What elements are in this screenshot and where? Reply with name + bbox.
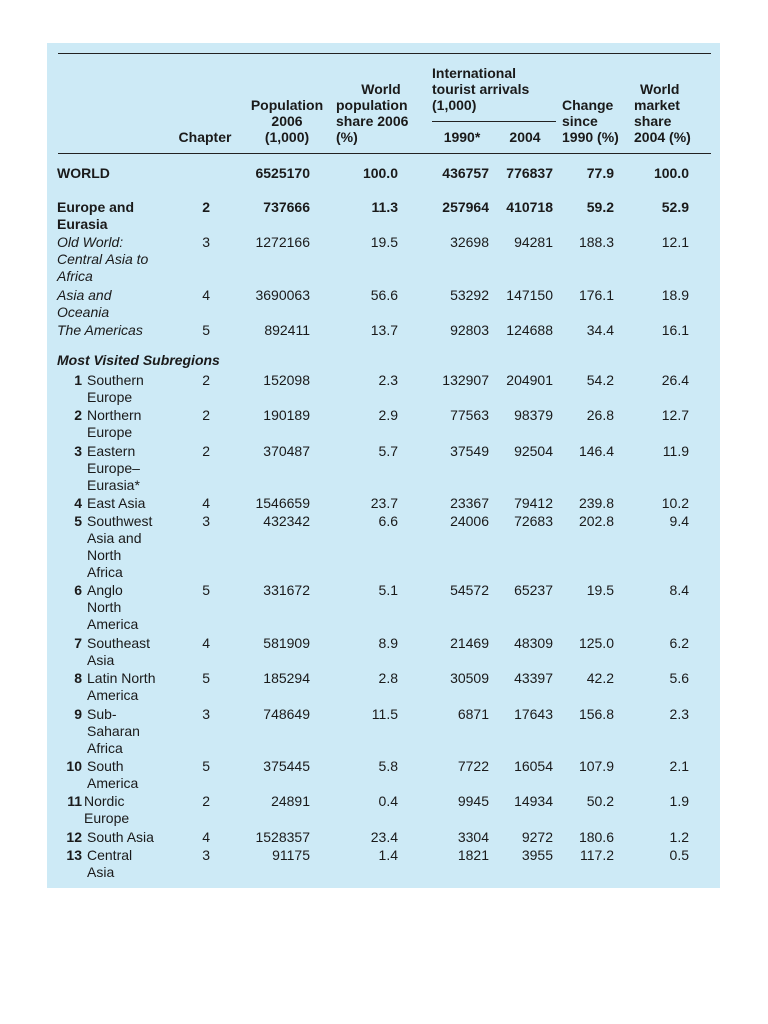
rank: 13 [66,847,82,863]
world-share: 5.7 [378,443,398,459]
market-share: 1.2 [669,829,689,845]
arrivals-1990: 53292 [450,287,489,303]
subregion-name: Sub-Saharan Africa [87,706,140,756]
region-name: Asia and Oceania [57,287,112,320]
population: 91175 [272,847,310,863]
rank: 1 [74,372,82,388]
arrivals-2004: 79412 [514,495,553,511]
subregion-name: South Asia [87,829,154,845]
arrivals-2004: 204901 [506,372,553,388]
subregion-name: Nordic Europe [84,793,130,826]
subregion-name: Southern Europe [87,372,144,405]
world-share: 2.3 [378,372,398,388]
market-share: 10.2 [661,495,689,511]
rank: 12 [66,829,82,845]
arrivals-2004: 98379 [514,407,553,423]
chapter: 5 [202,322,210,338]
population: 892411 [264,322,310,338]
population: 185294 [263,670,310,686]
change: 156.8 [578,706,614,722]
population: 375445 [263,758,310,774]
change: 26.8 [586,407,614,423]
world-share: 5.8 [378,758,398,774]
arrivals-2004: 776837 [506,165,553,181]
world-share: 2.8 [378,670,398,686]
chapter: 2 [202,199,210,215]
header-2004: 2004 [509,129,541,145]
change: 146.4 [578,443,614,459]
market-share: 52.9 [661,199,689,215]
change: 239.8 [578,495,614,511]
change: 50.2 [586,793,614,809]
change: 117.2 [580,847,614,863]
world-share: 2.9 [378,407,398,423]
chapter: 3 [202,847,210,863]
subregion-name: Anglo North America [87,582,139,632]
rank: 11 [67,793,82,809]
market-share: 1.9 [669,793,689,809]
arrivals-subrule [432,121,556,122]
market-share: 0.5 [669,847,689,863]
chapter: 5 [202,582,210,598]
population: 152098 [263,372,310,388]
market-share: 16.1 [661,322,689,338]
world-share: 11.3 [371,199,398,215]
region-name: The Americas [57,322,143,338]
world-share: 19.5 [370,234,398,250]
arrivals-1990: 77563 [450,407,489,423]
header-rule [58,153,711,154]
change: 107.9 [578,758,614,774]
chapter: 3 [202,706,210,722]
arrivals-1990: 54572 [450,582,489,598]
market-share: 2.3 [669,706,689,722]
change: 34.4 [586,322,614,338]
arrivals-1990: 132907 [442,372,489,388]
chapter: 2 [202,443,210,459]
subregion-name: South America [87,758,139,791]
section-title: Most Visited Subregions [57,352,220,368]
subregion-name: East Asia [87,495,146,511]
arrivals-1990: 7722 [457,758,489,774]
population: 331672 [263,582,310,598]
arrivals-1990: 32698 [450,234,489,250]
arrivals-2004: 9272 [521,829,553,845]
arrivals-1990: 9945 [457,793,489,809]
change: 125.0 [578,635,614,651]
arrivals-1990: 24006 [450,513,489,529]
change: 42.2 [586,670,614,686]
arrivals-1990: 30509 [450,670,489,686]
arrivals-1990: 6871 [457,706,489,722]
arrivals-2004: 147150 [506,287,553,303]
world-share: 11.5 [371,706,398,722]
market-share: 5.6 [669,670,689,686]
change: 54.2 [586,372,614,388]
header-population: Population 2006 (1,000) [250,97,324,145]
arrivals-1990: 1821 [457,847,489,863]
change: 202.8 [578,513,614,529]
chapter: 2 [202,407,210,423]
population: 190189 [263,407,310,423]
world-share: 8.9 [378,635,398,651]
arrivals-2004: 410718 [506,199,553,215]
world-share: 23.4 [370,829,398,845]
market-share: 9.4 [669,513,689,529]
subregion-name: Southeast Asia [87,635,151,668]
header-arrivals: International tourist arrivals (1,000) [432,65,530,113]
region-name: Old World: Central Asia to Africa [57,234,149,284]
subregion-name: Central Asia [87,847,133,880]
market-share: 18.9 [661,287,689,303]
chapter: 3 [202,513,210,529]
arrivals-2004: 48309 [514,635,553,651]
change: 180.6 [578,829,614,845]
world-share: 6.6 [378,513,398,529]
population: 432342 [263,513,310,529]
arrivals-1990: 21469 [450,635,489,651]
subregion-name: Latin North America [87,670,156,703]
market-share: 2.1 [669,758,689,774]
rank: 10 [66,758,82,774]
chapter: 2 [202,372,210,388]
arrivals-1990: 23367 [450,495,489,511]
change: 59.2 [586,199,614,215]
world-share: 5.1 [378,582,398,598]
rank: 5 [74,513,82,529]
arrivals-2004: 124688 [506,322,553,338]
change: 188.3 [578,234,614,250]
chapter: 5 [202,670,210,686]
rank: 4 [74,495,82,511]
rank: 2 [74,407,82,423]
arrivals-1990: 37549 [450,443,489,459]
region-name: Europe and Eurasia [57,199,135,232]
arrivals-1990: 257964 [442,199,489,215]
header-change: Change since 1990 (%) [562,97,619,145]
population: 1272166 [255,234,310,250]
population: 3690063 [255,287,310,303]
chapter: 3 [202,234,210,250]
arrivals-1990: 92803 [450,322,489,338]
market-share: 6.2 [669,635,689,651]
chapter: 4 [202,287,210,303]
market-share: 12.7 [661,407,689,423]
rank: 6 [74,582,82,598]
chapter: 4 [202,829,210,845]
population: 737666 [263,199,310,215]
subregion-name: Northern Europe [87,407,142,440]
world-share: 56.6 [370,287,398,303]
arrivals-2004: 16054 [514,758,553,774]
header-world-share: World population share 2006 (%) [336,81,409,145]
population: 748649 [263,706,310,722]
rank: 7 [74,635,82,651]
top-rule [58,53,711,54]
market-share: 100.0 [653,165,689,181]
arrivals-1990: 3304 [457,829,489,845]
chapter: 4 [202,635,210,651]
arrivals-2004: 72683 [514,513,553,529]
arrivals-2004: 3955 [521,847,553,863]
market-share: 26.4 [661,372,689,388]
chapter: 2 [202,793,210,809]
arrivals-1990: 436757 [442,165,489,181]
world-share: 0.4 [378,793,398,809]
population: 581909 [263,635,310,651]
population: 1528357 [255,829,310,845]
arrivals-2004: 92504 [514,443,553,459]
rank: 9 [74,706,82,722]
world-share: 1.4 [378,847,398,863]
subregion-name: Eastern Europe–Eurasia* [87,443,140,493]
population: 370487 [263,443,310,459]
header-1990: 1990* [443,129,481,145]
market-share: 12.1 [661,234,689,250]
change: 19.5 [586,582,614,598]
change: 176.1 [578,287,614,303]
population: 1546659 [255,495,310,511]
arrivals-2004: 65237 [514,582,553,598]
arrivals-2004: 43397 [514,670,553,686]
world-share: 23.7 [370,495,398,511]
chapter: 5 [202,758,210,774]
market-share: 11.9 [662,443,689,459]
world-share: 100.0 [362,165,398,181]
subregion-name: Southwest Asia and North Africa [87,513,153,580]
market-share: 8.4 [669,582,689,598]
header-market: World market share 2004 (%) [634,81,691,145]
rank: 8 [74,670,82,686]
population: 24891 [271,793,310,809]
region-name: WORLD [57,165,110,181]
arrivals-2004: 17643 [514,706,553,722]
chapter: 4 [202,495,210,511]
arrivals-2004: 14934 [514,793,553,809]
change: 77.9 [586,165,614,181]
arrivals-2004: 94281 [514,234,553,250]
population: 6525170 [255,165,310,181]
header-chapter: Chapter [178,129,232,145]
world-share: 13.7 [370,322,398,338]
rank: 3 [74,443,82,459]
